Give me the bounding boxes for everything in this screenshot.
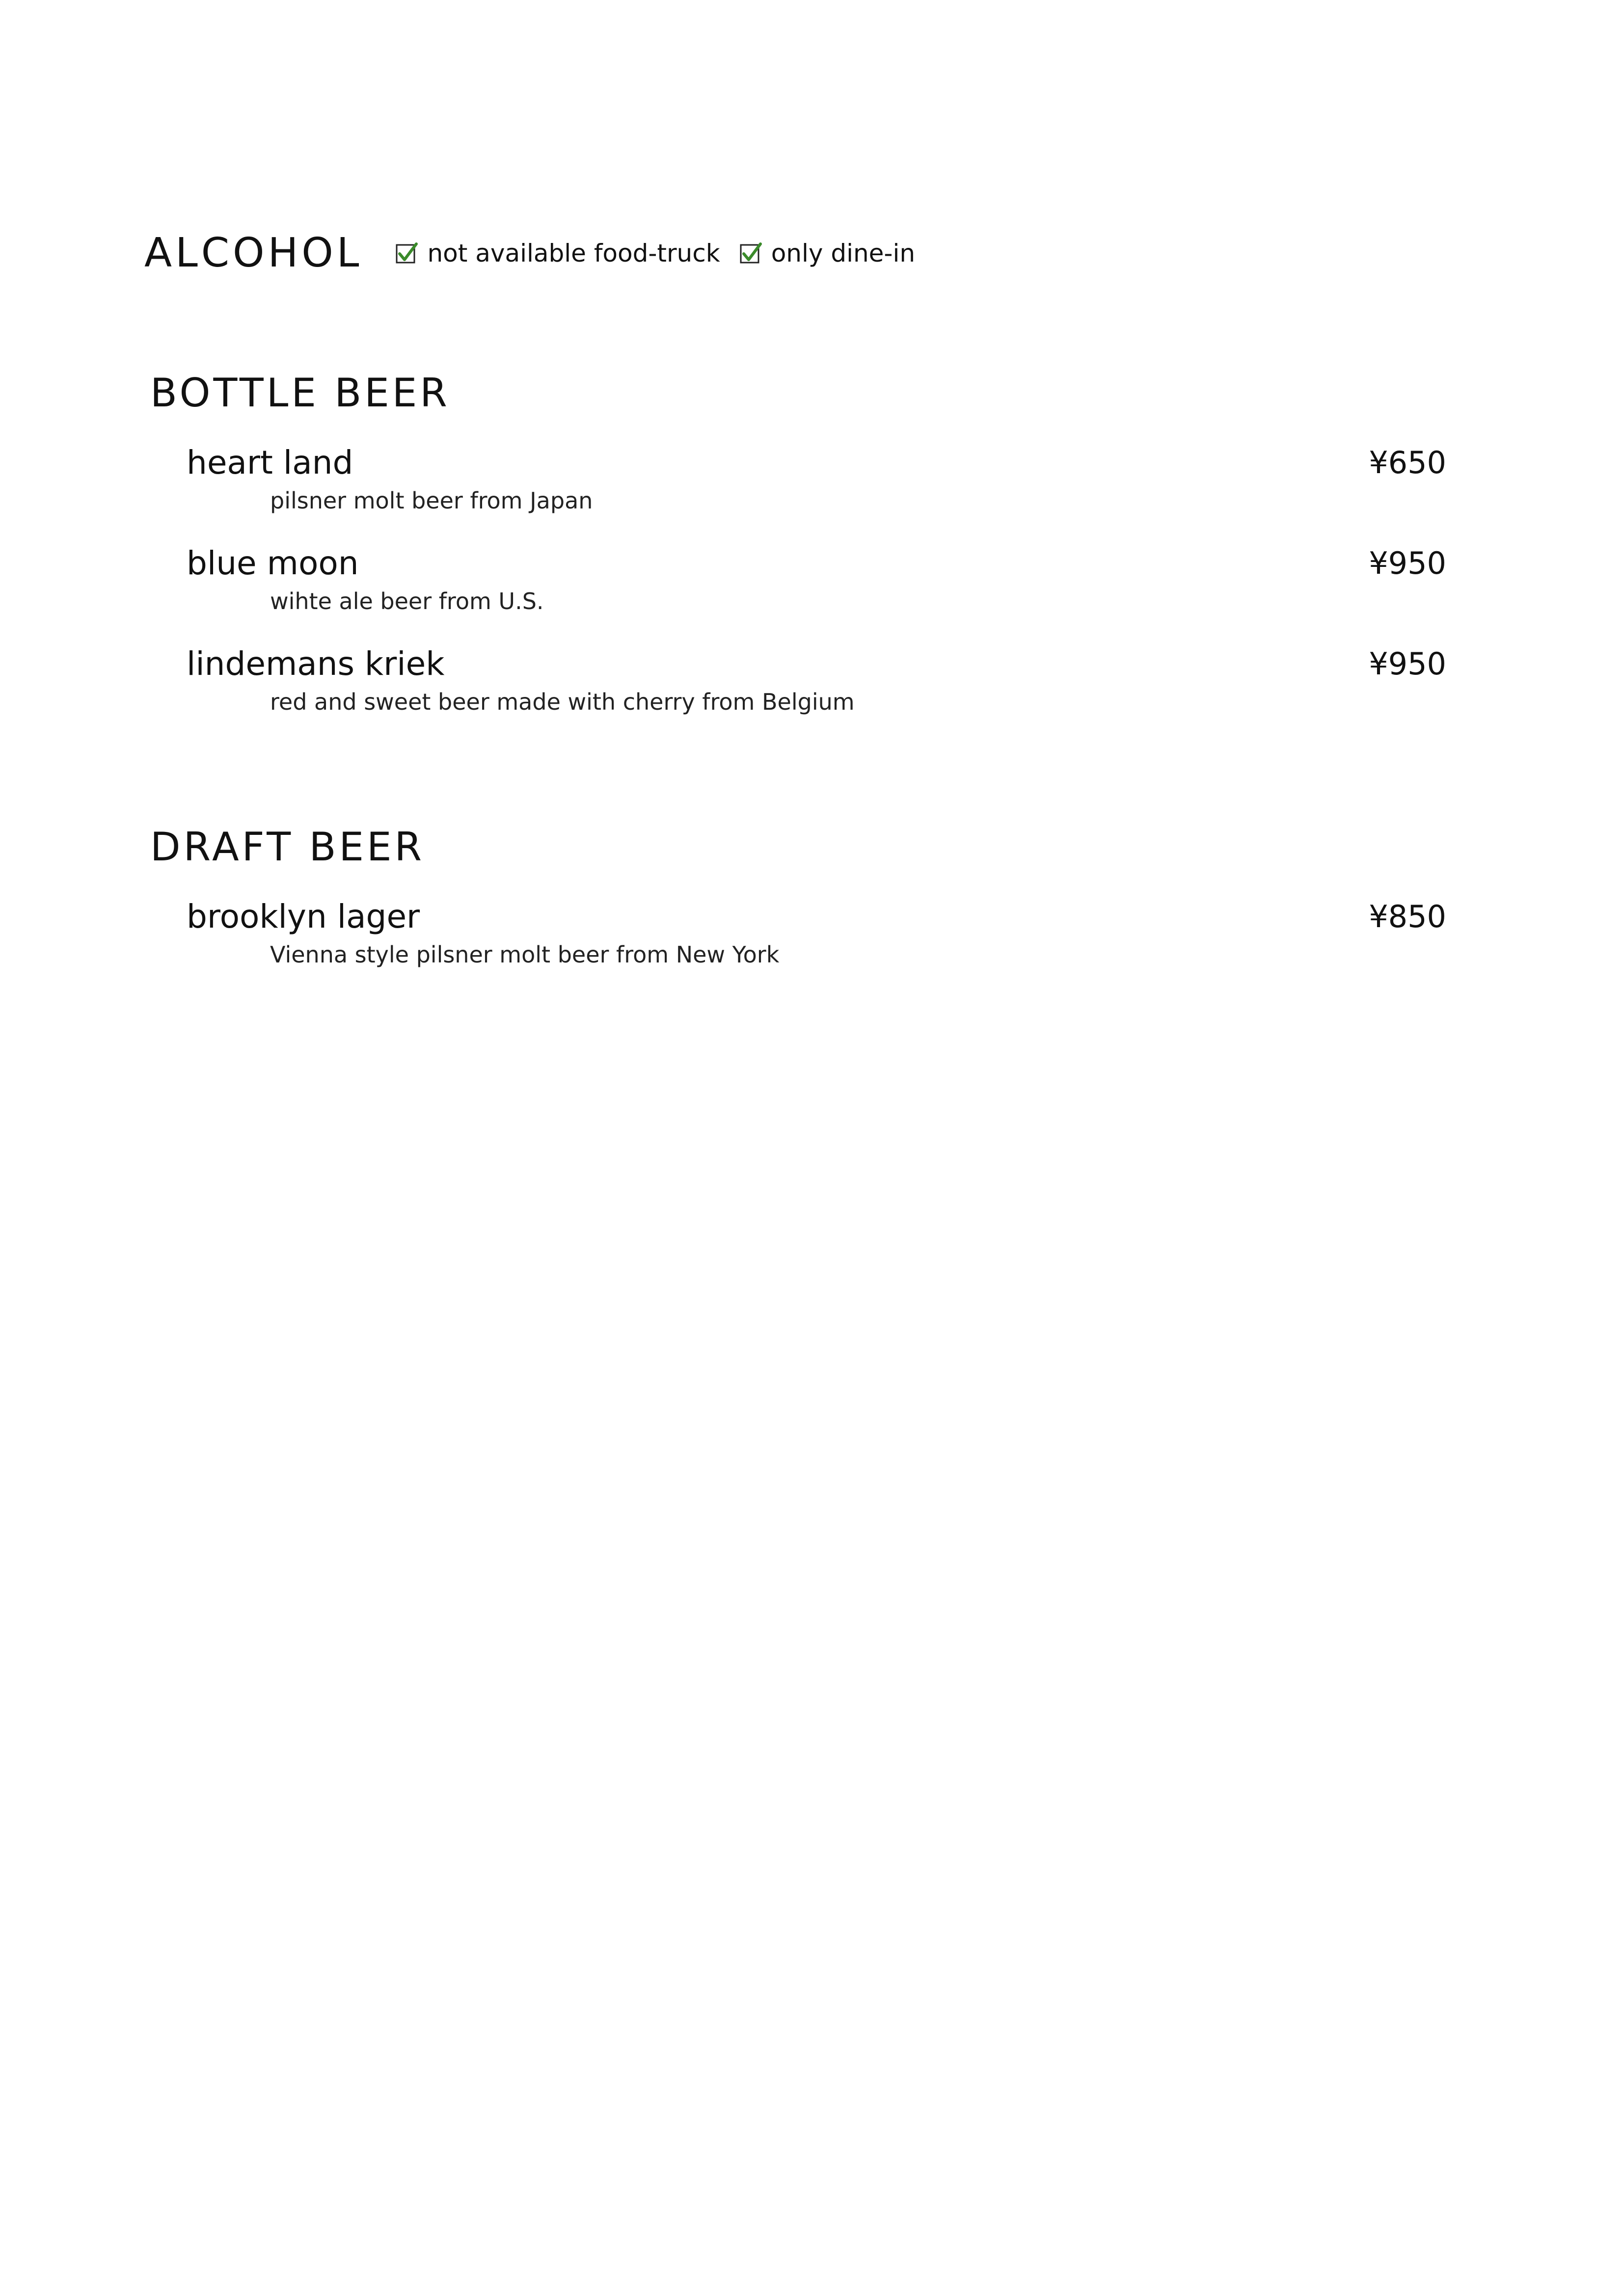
menu-item [187, 544, 1446, 644]
menu-item [187, 897, 1446, 998]
item-name: blue moon [187, 544, 359, 582]
item-name: heart land [187, 444, 353, 481]
check-box-icon [739, 241, 763, 266]
menu-item [187, 644, 1446, 745]
item-description: pilsner molt beer from Japan [270, 487, 593, 514]
item-price: ¥950 [1369, 545, 1446, 581]
item-description: wihte ale beer from U.S. [270, 588, 544, 614]
check-box-icon [395, 241, 419, 266]
page-title: ALCOHOL [144, 230, 363, 276]
item-name: brooklyn lager [187, 898, 420, 935]
menu-item-list [150, 897, 1446, 998]
item-price: ¥950 [1369, 646, 1446, 682]
menu-item [187, 443, 1446, 544]
notice-label: only dine-in [771, 239, 916, 267]
item-description: red and sweet beer made with cherry from Belgium [270, 689, 855, 715]
notice-not-available-food-truck [395, 241, 720, 266]
item-price: ¥850 [1369, 899, 1446, 934]
notice-only-dine-in [739, 241, 915, 266]
section-title: BOTTLE BEER [150, 370, 450, 416]
section-title: DRAFT BEER [150, 824, 425, 870]
section-draft-beer [150, 825, 1446, 998]
section-bottle-beer [150, 371, 1446, 745]
notice-label: not available food-truck [427, 239, 720, 267]
menu-header [144, 229, 915, 278]
item-name: lindemans kriek [187, 645, 445, 683]
item-description: Vienna style pilsner molt beer from New York [270, 941, 780, 968]
menu-item-list [150, 443, 1446, 745]
item-price: ¥650 [1369, 445, 1446, 481]
